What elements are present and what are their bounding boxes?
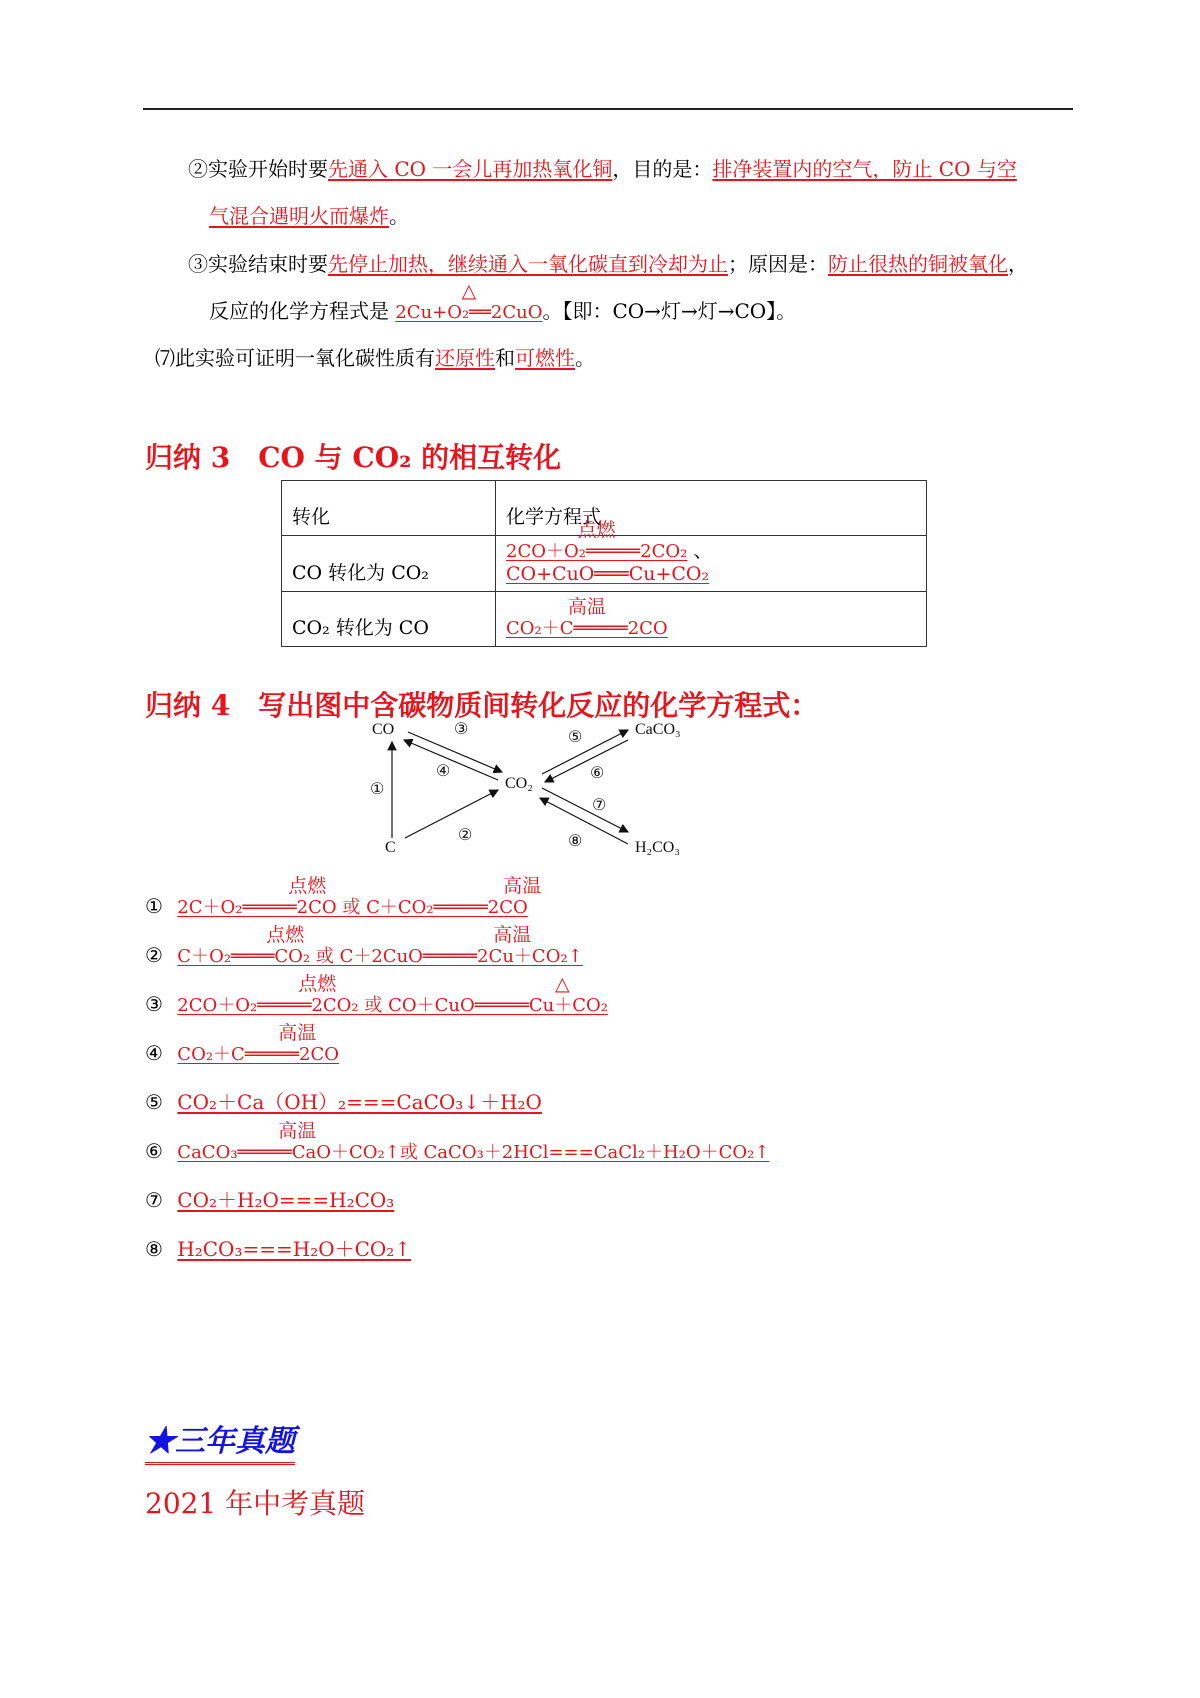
section5-subtitle: 2021 年中考真题	[145, 1487, 366, 1520]
node-co: CO	[372, 721, 395, 738]
step7-answer2: 可燃性	[515, 346, 575, 370]
arrow-label: ⑤	[568, 729, 583, 746]
arrow-5	[542, 730, 628, 774]
step2-prefix: ②实验开始时要	[188, 157, 328, 181]
arrow-label: ②	[458, 827, 473, 844]
step3-equation: △ 2Cu+O₂══2CuO	[395, 299, 542, 327]
arrow-label: ⑧	[568, 833, 583, 850]
table-header-cell: 化学方程式	[496, 481, 927, 536]
step7-end: 。	[575, 346, 595, 370]
step2-answer2a: 排净装置内的空气，防止 CO 与空	[712, 157, 1017, 181]
arrow-label: ④	[436, 763, 451, 780]
arrow-2	[405, 790, 498, 838]
carbon-conversion-diagram	[370, 720, 700, 860]
step3-prefix: ③实验结束时要	[188, 252, 328, 276]
equation-list	[145, 875, 770, 1284]
table-row	[282, 592, 927, 647]
arrow-label: ③	[454, 721, 469, 738]
list-item: ⑧ H₂CO₃===H₂O＋CO₂↑	[145, 1237, 412, 1261]
section4-title: 归纳 4 写出图中含碳物质间转化反应的化学方程式：	[145, 689, 819, 722]
table-cell-label: CO 转化为 CO₂	[282, 536, 496, 592]
step2-mid: ，目的是：	[612, 157, 713, 181]
arrow-3	[408, 732, 502, 772]
step3-line1	[188, 250, 1028, 278]
step2-line2	[209, 202, 409, 230]
table-row	[282, 536, 927, 592]
step7-mid: 和	[495, 346, 515, 370]
heat-condition: △	[461, 280, 477, 302]
step3-mid: ；原因是：	[728, 252, 828, 276]
list-item: ① 2C＋O₂═════2CO 或 C＋CO₂═════2CO 点燃 高温	[145, 875, 542, 918]
node-h2co3: H₂CO₃	[635, 839, 680, 856]
arrow-label: ①	[370, 781, 385, 798]
step3-end: ，	[1008, 252, 1028, 276]
arrow-8	[540, 798, 628, 844]
arrow-6	[545, 740, 628, 782]
step2-answer1: 先通入 CO 一会儿再加热氧化铜	[328, 157, 613, 181]
list-item: ④ CO₂＋C═════2CO 高温	[145, 1022, 339, 1065]
arrow-label: ⑦	[592, 797, 607, 814]
table-cell-equation: 点燃 2CO＋O₂═════2CO₂ 、 CO+CuO═══Cu+CO₂	[496, 536, 927, 592]
step3-line2-suffix: 。【即：CO→灯→灯→CO】。	[542, 299, 797, 323]
table-header-cell: 转化	[282, 481, 496, 536]
node-co2: CO₂	[505, 775, 533, 792]
node-c: C	[385, 839, 396, 856]
step7-line	[155, 344, 595, 372]
conversion-table	[281, 480, 927, 647]
step7-answer1: 还原性	[435, 346, 495, 370]
table-cell-label: CO₂ 转化为 CO	[282, 592, 496, 647]
step2-end: 。	[389, 204, 409, 228]
step7-prefix: ⑺此实验可证明一氧化碳性质有	[155, 346, 435, 370]
list-item: ② C＋O₂════CO₂ 或 C＋2CuO═════2Cu＋CO₂↑ 点燃 高温	[145, 924, 583, 967]
step3-line2	[209, 280, 797, 327]
list-item: ⑤ CO₂＋Ca（OH）₂===CaCO₃↓＋H₂O	[145, 1090, 542, 1114]
section5-title: ★三年真题	[145, 1416, 295, 1465]
step3-answer2: 防止很热的铜被氧化	[828, 252, 1008, 276]
arrow-4	[404, 740, 498, 780]
step2-answer2b: 气混合遇明火而爆炸	[209, 204, 389, 228]
table-cell-equation: 高温 CO₂＋C═════2CO	[496, 592, 927, 647]
list-item: ③ 2CO＋O₂═════2CO₂ 或 CO＋CuO═════Cu＋CO₂ 点燃 △	[145, 973, 609, 1016]
arrow-label: ⑥	[590, 765, 605, 782]
step3-line2-prefix: 反应的化学方程式是	[209, 299, 389, 323]
list-item: ⑥ CaCO₃═════CaO＋CO₂↑或 CaCO₃＋2HCl===CaCl₂＋H₂O＋CO₂↑ 高温	[145, 1120, 770, 1163]
node-caco3: CaCO₃	[635, 721, 681, 738]
step3-answer1: 先停止加热，继续通入一氧化碳直到冷却为止	[328, 252, 728, 276]
list-item: ⑦ CO₂＋H₂O===H₂CO₃	[145, 1188, 395, 1212]
arrow-7	[542, 788, 628, 832]
step2-line1	[188, 155, 1017, 183]
header-rule	[143, 108, 1073, 110]
section3-title: 归纳 3 CO 与 CO₂ 的相互转化	[145, 441, 562, 474]
